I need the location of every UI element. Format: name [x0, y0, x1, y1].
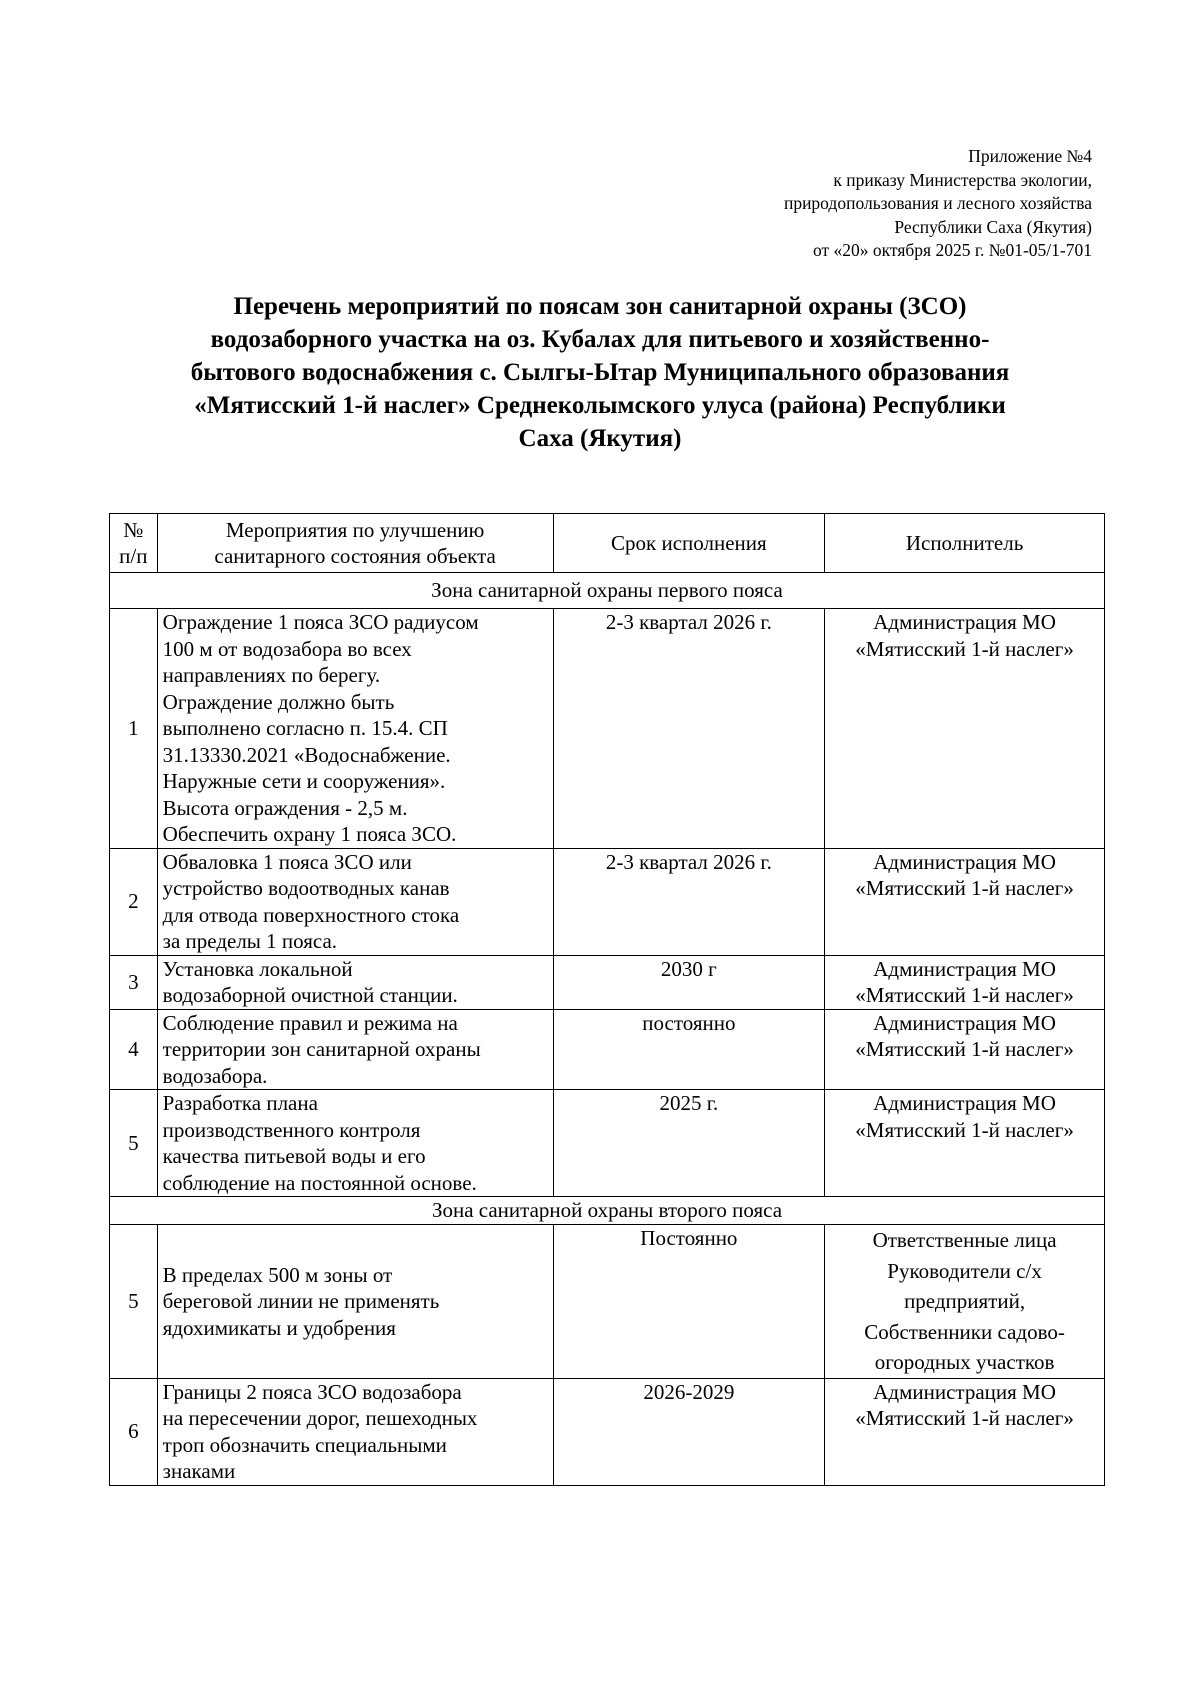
row-term: 2030 г [553, 955, 825, 1009]
row-term: 2-3 квартал 2026 г. [553, 848, 825, 955]
table-row [110, 955, 1105, 1009]
row-num: 5 [110, 1090, 158, 1197]
measures-table [109, 513, 1105, 1486]
table-row [110, 1225, 1105, 1379]
section-second-belt: Зона санитарной охраны второго пояса [110, 1197, 1105, 1225]
row-executor: Администрация МО «Мятисский 1-й наслег» [825, 609, 1105, 849]
appendix-line: к приказу Министерства экологии, [833, 169, 1092, 190]
row-measure: Разработка плана производственного контроля качества питьевой воды и его соблюдение на постоянной основе. [157, 1090, 553, 1197]
table-header-row [110, 514, 1105, 573]
row-executor: Администрация МО «Мятисский 1-й наслег» [825, 1378, 1105, 1485]
row-measure: Границы 2 пояса ЗСО водозабора на пересечении дорог, пешеходных троп обозначить специальными знаками [157, 1378, 553, 1485]
header-num: № п/п [110, 514, 158, 573]
title-line: водозаборного участка на оз. Кубалах для питьевого и хозяйственно- [210, 326, 990, 353]
row-executor: Администрация МО «Мятисский 1-й наслег» [825, 848, 1105, 955]
appendix-line: Приложение №4 [968, 146, 1092, 166]
table-row [110, 848, 1105, 955]
title-line: Саха (Якутия) [518, 425, 682, 452]
table-row [110, 1378, 1105, 1485]
row-executor: Администрация МО «Мятисский 1-й наслег» [825, 1090, 1105, 1197]
row-executor: Администрация МО «Мятисский 1-й наслег» [825, 955, 1105, 1009]
title-line: Перечень мероприятий по поясам зон санитарной охраны (ЗСО) [233, 293, 967, 320]
row-executor: Ответственные лица Руководители с/х предприятий, Собственники садово- огородных участков [825, 1225, 1105, 1379]
row-term: 2025 г. [553, 1090, 825, 1197]
row-num: 6 [110, 1378, 158, 1485]
row-term: 2-3 квартал 2026 г. [553, 609, 825, 849]
header-executor: Исполнитель [825, 514, 1105, 573]
document-title [110, 290, 1090, 455]
section-row [110, 1197, 1105, 1225]
title-line: «Мятисский 1-й наслег» Среднеколымского улуса (района) Республики [194, 392, 1006, 419]
row-measure: Обваловка 1 пояса ЗСО или устройство водоотводных канав для отвода поверхностного стока за пределы 1 пояса. [157, 848, 553, 955]
header-measure: Мероприятия по улучшению санитарного состояния объекта [157, 514, 553, 573]
section-first-belt: Зона санитарной охраны первого пояса [110, 573, 1105, 609]
row-measure: Соблюдение правил и режима на территории зон санитарной охраны водозабора. [157, 1009, 553, 1090]
appendix-header [784, 145, 1092, 263]
row-measure: Установка локальной водозаборной очистной станции. [157, 955, 553, 1009]
row-executor: Администрация МО «Мятисский 1-й наслег» [825, 1009, 1105, 1090]
row-num: 1 [110, 609, 158, 849]
header-term: Срок исполнения [553, 514, 825, 573]
section-row [110, 573, 1105, 609]
table-row [110, 1090, 1105, 1197]
table-row [110, 1009, 1105, 1090]
appendix-line: от «20» октября 2025 г. №01-05/1-701 [812, 240, 1092, 260]
row-num: 2 [110, 848, 158, 955]
table-row [110, 609, 1105, 849]
row-term: Постоянно [553, 1225, 825, 1379]
row-term: постоянно [553, 1009, 825, 1090]
row-num: 4 [110, 1009, 158, 1090]
appendix-line: Республики Саха (Якутия) [894, 216, 1092, 237]
row-term: 2026-2029 [553, 1378, 825, 1485]
row-measure: Ограждение 1 пояса ЗСО радиусом 100 м от водозабора во всех направлениях по берегу. Ограждение должно быть выполнено согласно п. 15.4. СП 31.13330.2021 «Водоснабжение. Наружные сети и сооружения». Высота ограждения - 2,5 м. Обеспечить охрану 1 пояса ЗСО. [157, 609, 553, 849]
row-measure: В пределах 500 м зоны от береговой линии не применять ядохимикаты и удобрения [157, 1225, 553, 1379]
appendix-line: природопользования и лесного хозяйства [783, 193, 1092, 213]
row-num: 3 [110, 955, 158, 1009]
title-line: бытового водоснабжения с. Сылгы-Ытар Муниципального образования [190, 359, 1010, 386]
row-num: 5 [110, 1225, 158, 1379]
